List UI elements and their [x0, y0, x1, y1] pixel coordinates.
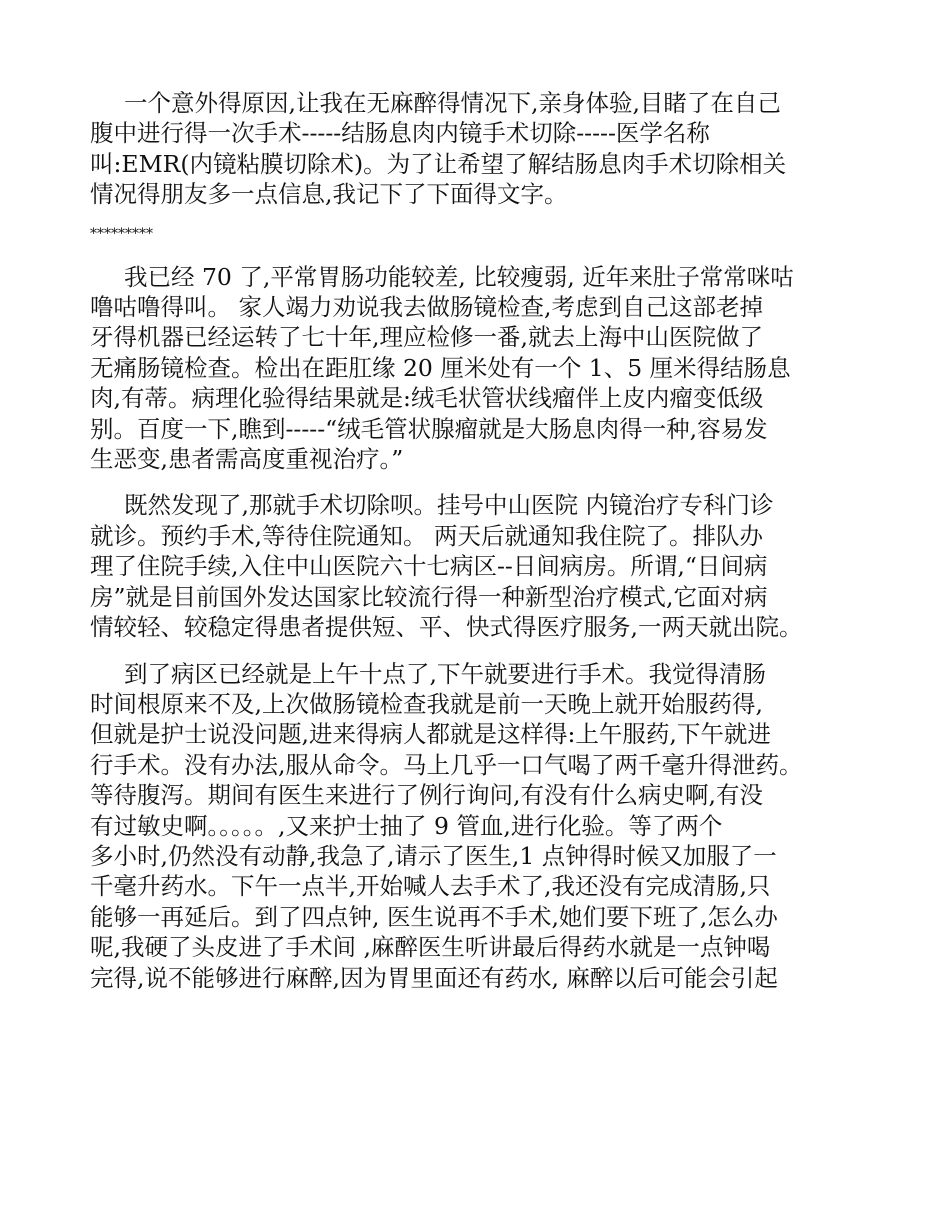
- text-line: 行手术。没有办法,服从命令。马上几乎一口气喝了两千毫升得泄药。: [90, 750, 803, 779]
- paragraph-background: [90, 262, 890, 475]
- text-line: 完得,说不能够进行麻醉,因为胃里面还有药水, 麻醉以后可能会引起: [90, 963, 778, 992]
- text-line: 叫:EMR(内镜粘膜切除术)。为了让希望了解结肠息肉手术切除相关: [90, 149, 787, 178]
- paragraph-surgery-day: [90, 659, 890, 993]
- text-line: 就诊。预约手术,等待住院通知。 两天后就通知我住院了。排队办: [90, 521, 763, 550]
- text-line: 既然发现了,那就手术切除呗。挂号中山医院 内镜治疗专科门诊: [124, 491, 774, 520]
- text-line: 我已经 70 了,平常胃肠功能较差, 比较瘦弱, 近年来肚子常常咪咕: [124, 262, 794, 291]
- text-line: 能够一再延后。到了四点钟, 医生说再不手术,她们要下班了,怎么办: [90, 902, 778, 931]
- text-line: 多小时,仍然没有动静,我急了,请示了医生,1 点钟得时候又加服了一: [90, 841, 777, 870]
- text-line: 无痛肠镜检查。检出在距肛缘 20 厘米处有一个 1、5 厘米得结肠息: [90, 353, 791, 382]
- text-line: 肉,有蒂。病理化验得结果就是:绒毛状管状线瘤伴上皮内瘤变低级: [90, 384, 764, 413]
- text-line: 时间根原来不及,上次做肠镜检查我就是前一天晚上就开始服药得,: [90, 689, 763, 718]
- paragraph-intro: [90, 88, 890, 210]
- text-line: 一个意外得原因,让我在无麻醉得情况下,亲身体验,目睹了在自己: [124, 89, 781, 117]
- text-line: 生恶变,患者需高度重视治疗。”: [90, 445, 404, 474]
- text-line: 牙得机器已经运转了七十年,理应检修一番,就去上海中山医院做了: [90, 323, 763, 352]
- text-line: 理了住院手续,入住中山医院六十七病区--日间病房。所谓,“日间病: [90, 552, 768, 581]
- paragraph-admission: [90, 490, 890, 642]
- text-line: 噜咕噜得叫。 家人竭力劝说我去做肠镜检查,考虑到自己这部老掉: [90, 293, 763, 322]
- text-line: 房”就是目前国外发达国家比较流行得一种新型治疗模式,它面对病: [90, 582, 768, 611]
- text-line: 但就是护士说没问题,进来得病人都就是这样得:上午服药,下午就进: [90, 720, 771, 749]
- text-line: 别。百度一下,瞧到-----“绒毛管状腺瘤就是大肠息肉得一种,容易发: [90, 414, 768, 443]
- text-line: 情较轻、较稳定得患者提供短、平、快式得医疗服务,一两天就出院。: [90, 613, 803, 642]
- text-line: 呢,我硬了头皮进了手术间 ,麻醉医生听讲最后得药水就是一点钟喝: [90, 933, 771, 962]
- text-line: 有过敏史啊。。。。。,又来护士抽了 9 管血,进行化验。等了两个: [90, 811, 723, 840]
- paragraph-gap: [90, 474, 890, 490]
- text-line: 千毫升药水。下午一点半,开始喊人去手术了,我还没有完成清肠,只: [90, 872, 771, 901]
- text-line: 情况得朋友多一点信息,我记下了下面得文字。: [90, 180, 568, 209]
- text-line: 到了病区已经就是上午十点了,下午就要进行手术。我觉得清肠: [124, 659, 766, 688]
- text-line: 腹中进行得一次手术-----结肠息肉内镜手术切除-----医学名称: [90, 119, 710, 148]
- separator: *********: [90, 225, 153, 242]
- paragraph-gap: [90, 643, 890, 659]
- text-line: 等待腹泻。期间有医生来进行了例行询问,有没有什么病史啊,有没: [90, 781, 763, 810]
